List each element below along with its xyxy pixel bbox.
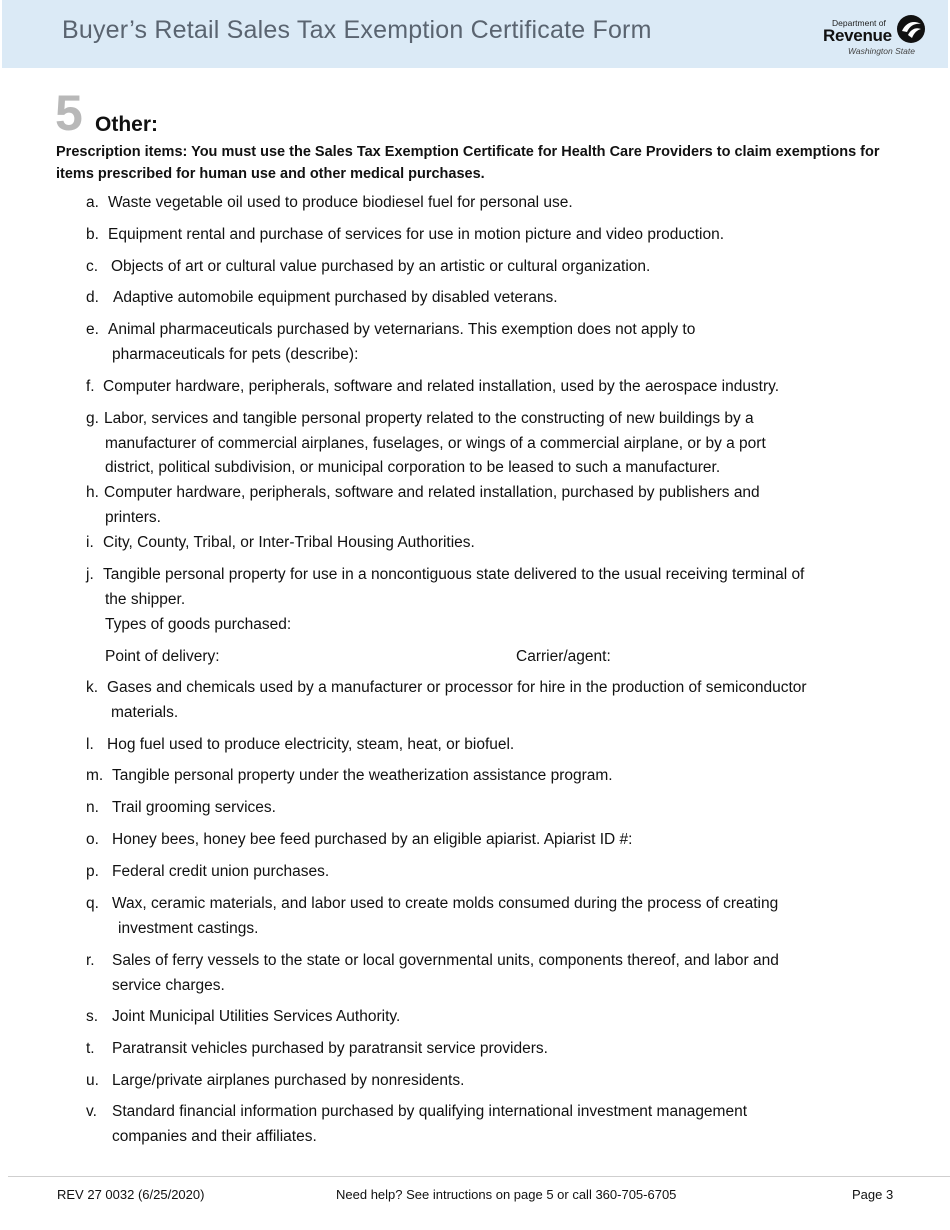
goods-purchased-label: Types of goods purchased:	[105, 616, 292, 633]
item-text: manufacturer of commercial airplanes, fuselages, or wings of a commercial airplane, or by a port	[105, 435, 766, 452]
item-letter: r.	[86, 952, 95, 969]
item-text: materials.	[111, 704, 179, 721]
item-text: Waste vegetable oil used to produce biodiesel fuel for personal use.	[108, 194, 573, 211]
item-text: City, County, Tribal, or Inter-Tribal Housing Authorities.	[103, 534, 475, 551]
item-text: pharmaceuticals for pets (describe):	[112, 346, 359, 363]
exemption-item-b	[86, 223, 906, 248]
item-text: Joint Municipal Utilities Services Authority.	[112, 1008, 401, 1025]
exemption-item-r	[86, 949, 906, 999]
item-text: Labor, services and tangible personal property related to the constructing of new buildings by a	[104, 410, 754, 427]
item-text: companies and their affiliates.	[112, 1128, 317, 1145]
item-text: printers.	[105, 509, 161, 526]
item-text: Honey bees, honey bee feed purchased by an eligible apiarist. Apiarist ID #:	[112, 831, 633, 848]
exemption-item-u	[86, 1069, 906, 1094]
item-letter: h.	[86, 484, 99, 501]
form-id: REV 27 0032 (6/25/2020)	[57, 1187, 205, 1202]
item-letter: b.	[86, 226, 99, 243]
prescription-note	[56, 141, 906, 185]
footer-divider	[8, 1176, 950, 1177]
item-text: Objects of art or cultural value purchased by an artistic or cultural organization.	[111, 258, 651, 275]
item-text: Tangible personal property under the weatherization assistance program.	[112, 767, 613, 784]
exemption-item-p	[86, 860, 906, 885]
point-of-delivery-label: Point of delivery:	[105, 648, 220, 665]
item-text: Animal pharmaceuticals purchased by veternarians. This exemption does not apply to	[108, 321, 696, 338]
exemption-item-s	[86, 1005, 906, 1030]
item-text: the shipper.	[105, 591, 186, 608]
exemption-item-a	[86, 191, 906, 216]
department-logo	[820, 14, 932, 58]
item-letter: e.	[86, 321, 99, 338]
exemption-item-l	[86, 733, 906, 758]
exemption-item-t	[86, 1037, 906, 1062]
exemption-item-n	[86, 796, 906, 821]
item-text: Paratransit vehicles purchased by paratransit service providers.	[112, 1040, 548, 1057]
item-text: Computer hardware, peripherals, software and related installation, purchased by publishers and	[104, 484, 760, 501]
item-letter: m.	[86, 767, 104, 784]
item-letter: d.	[86, 289, 99, 306]
item-letter: g.	[86, 410, 99, 427]
item-text: Tangible personal property for use in a noncontiguous state delivered to the usual receiving terminal of	[103, 566, 805, 583]
item-letter: k.	[86, 679, 99, 696]
item-letter: v.	[86, 1103, 97, 1120]
exemption-item-j	[86, 563, 906, 613]
item-letter: i.	[86, 534, 94, 551]
item-text: Standard financial information purchased by qualifying international investment management	[112, 1103, 748, 1120]
item-letter: c.	[86, 258, 99, 275]
item-letter: l.	[86, 736, 94, 753]
item-letter: t.	[86, 1040, 95, 1057]
item-text: service charges.	[112, 977, 225, 994]
prescription-note-line-2: items prescribed for human use and other medical purchases.	[56, 166, 485, 182]
section-title: Other:	[95, 113, 158, 136]
help-text: Need help? See intructions on page 5 or call 360-705-6705	[336, 1187, 677, 1202]
exemption-item-q	[86, 892, 906, 942]
exemption-item-k	[86, 676, 906, 726]
exemption-item-h	[86, 481, 906, 531]
item-text: Equipment rental and purchase of services for use in motion picture and video production.	[108, 226, 725, 243]
exemption-item-c	[86, 255, 906, 280]
page-number: Page 3	[852, 1187, 894, 1202]
item-letter: f.	[86, 378, 95, 395]
logo-line-revenue: Revenue	[823, 26, 892, 45]
item-letter: j.	[86, 566, 94, 583]
form-title: Buyer’s Retail Sales Tax Exemption Certificate Form	[62, 16, 652, 44]
item-text: Federal credit union purchases.	[112, 863, 330, 880]
section-number: 5	[55, 85, 83, 141]
item-letter: n.	[86, 799, 99, 816]
exemption-item-i	[86, 531, 906, 556]
exemption-item-v	[86, 1100, 906, 1150]
item-text: Wax, ceramic materials, and labor used to create molds consumed during the process of creating	[112, 895, 779, 912]
item-text: Sales of ferry vessels to the state or local governmental units, components thereof, and labor and	[112, 952, 779, 969]
exemption-item-m	[86, 764, 906, 789]
prescription-note-line-1: Prescription items: You must use the Sales Tax Exemption Certificate for Health Care Providers to claim exemptions for	[56, 144, 880, 160]
exemption-item-f	[86, 375, 906, 400]
page-header	[2, 0, 948, 68]
item-letter: a.	[86, 194, 99, 211]
item-text: Hog fuel used to produce electricity, steam, heat, or biofuel.	[107, 736, 515, 753]
exemption-item-e	[86, 318, 906, 368]
dor-wave-logo-icon	[896, 14, 926, 44]
item-text: Trail grooming services.	[112, 799, 276, 816]
item-letter: u.	[86, 1072, 99, 1089]
item-text: Adaptive automobile equipment purchased by disabled veterans.	[113, 289, 558, 306]
exemption-item-d	[86, 286, 906, 311]
item-letter: s.	[86, 1008, 99, 1025]
logo-line-department: Department of	[832, 18, 886, 28]
item-text: investment castings.	[118, 920, 259, 937]
item-letter: q.	[86, 895, 99, 912]
item-text: district, political subdivision, or municipal corporation to be leased to such a manufacturer.	[105, 459, 721, 476]
exemption-item-g	[86, 407, 906, 482]
item-text: Computer hardware, peripherals, software and related installation, used by the aerospace industry.	[103, 378, 780, 395]
exemption-item-o	[86, 828, 906, 853]
logo-line-state: Washington State	[848, 46, 915, 56]
item-letter: o.	[86, 831, 99, 848]
item-letter: p.	[86, 863, 99, 880]
item-text: Gases and chemicals used by a manufacturer or processor for hire in the production of semiconductor	[107, 679, 807, 696]
carrier-agent-label: Carrier/agent:	[516, 648, 611, 665]
item-text: Large/private airplanes purchased by nonresidents.	[112, 1072, 465, 1089]
